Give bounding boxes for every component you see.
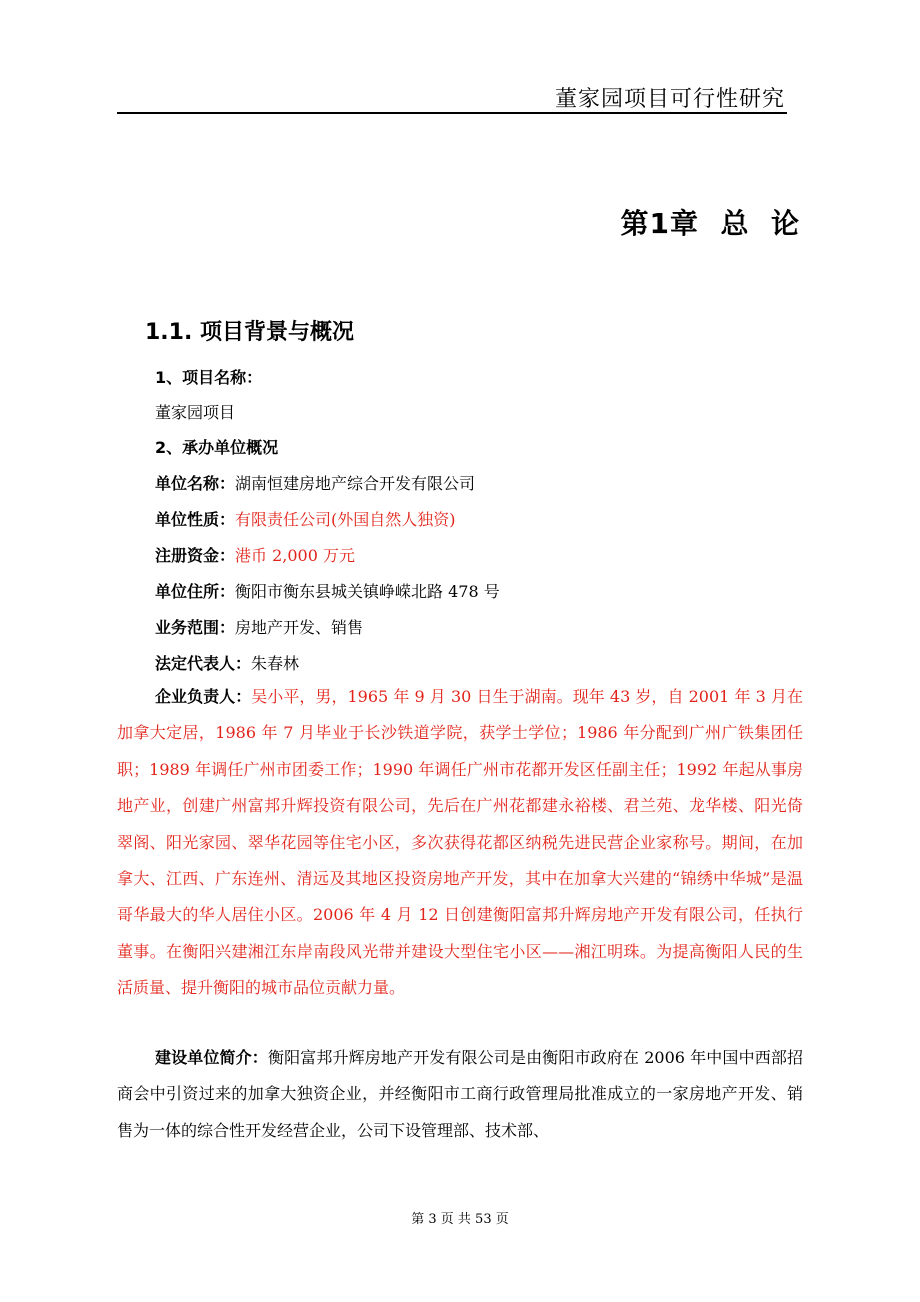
unit-nature-value: 有限责任公司(外国自然人独资) [235,510,456,529]
address-row [155,579,500,602]
document-header-title: 董家园项目可行性研究 [554,87,785,112]
section-title: 1.1. 项目背景与概况 [145,320,354,345]
capital-value: 港币 2,000 万元 [235,546,355,565]
legal-rep-value: 朱春林 [251,654,300,673]
legal-rep-row [155,651,299,674]
unit-name-row [155,471,475,494]
address-label: 单位住所： [155,582,236,601]
capital-row [155,543,355,566]
chapter-title: 第1章 总 论 [620,207,800,240]
project-name-value: 董家园项目 [155,403,236,422]
page-footer: 第 3 页 共 53 页 [411,1212,509,1227]
capital-label: 注册资金： [155,546,236,565]
unit-name-label: 单位名称： [155,474,236,493]
address-value: 衡阳市衡东县城关镇峥嵘北路 478 号 [235,582,500,601]
unit-heading: 2、承办单位概况 [155,438,279,457]
project-name-heading: 1、项目名称： [155,368,263,387]
business-value: 房地产开发、销售 [235,618,364,637]
business-label: 业务范围： [155,618,236,637]
builder-text: 衡阳富邦升辉房地产开发有限公司是由衡阳市政府在 2006 年中国中西部招商会中引资过来的加拿大独资企业，并经衡阳市工商行政管理局批准成立的一家房地产开发、销售为一体的综合性开发经营企业，公司下设管理部、技术部、 [117,1048,803,1140]
business-row [155,615,363,638]
unit-nature-row [155,507,456,530]
unit-name-value: 湖南恒建房地产综合开发有限公司 [235,474,476,493]
header-divider [117,112,787,114]
builder-label: 建设单位简介： [155,1048,268,1067]
unit-nature-label: 单位性质： [155,510,236,529]
leader-text: 吴小平，男，1965 年 9 月 30 日生于湖南。现年 43 岁，自 2001 年 3 月在加拿大定居，1986 年 7 月毕业于长沙铁道学院，获学士学位；1986 年分配到广州广铁集团任职；1989 年调任广州市团委工作；1990 年调任广州市花都开发区任副主任；1992 年起从事房地产业，创建广州富邦升辉投资有限公司，先后在广州花都建永裕楼、君兰苑、龙华楼、阳光倚翠阁、阳光家园、翠华花园等住宅小区，多次获得花都区纳税先进民营企业家称号。期间，在加拿大、江西、广东连州、清远及其地区投资房地产开发，其中在加拿大兴建的“锦绣中华城”是温哥华最大的华人居住小区。2006 年 4 月 12 日创建衡阳富邦升辉房地产开发有限公司，任执行董事。在衡阳兴建湘江东岸南段风光带并建设大型住宅小区——湘江明珠。为提高衡阳人民的生活质量、提升衡阳的城市品位贡献力量。 [117,687,803,998]
leader-label: 企业负责人： [155,687,252,706]
builder-paragraph [117,1040,803,1149]
legal-rep-label: 法定代表人： [155,654,252,673]
leader-paragraph [117,679,803,1007]
